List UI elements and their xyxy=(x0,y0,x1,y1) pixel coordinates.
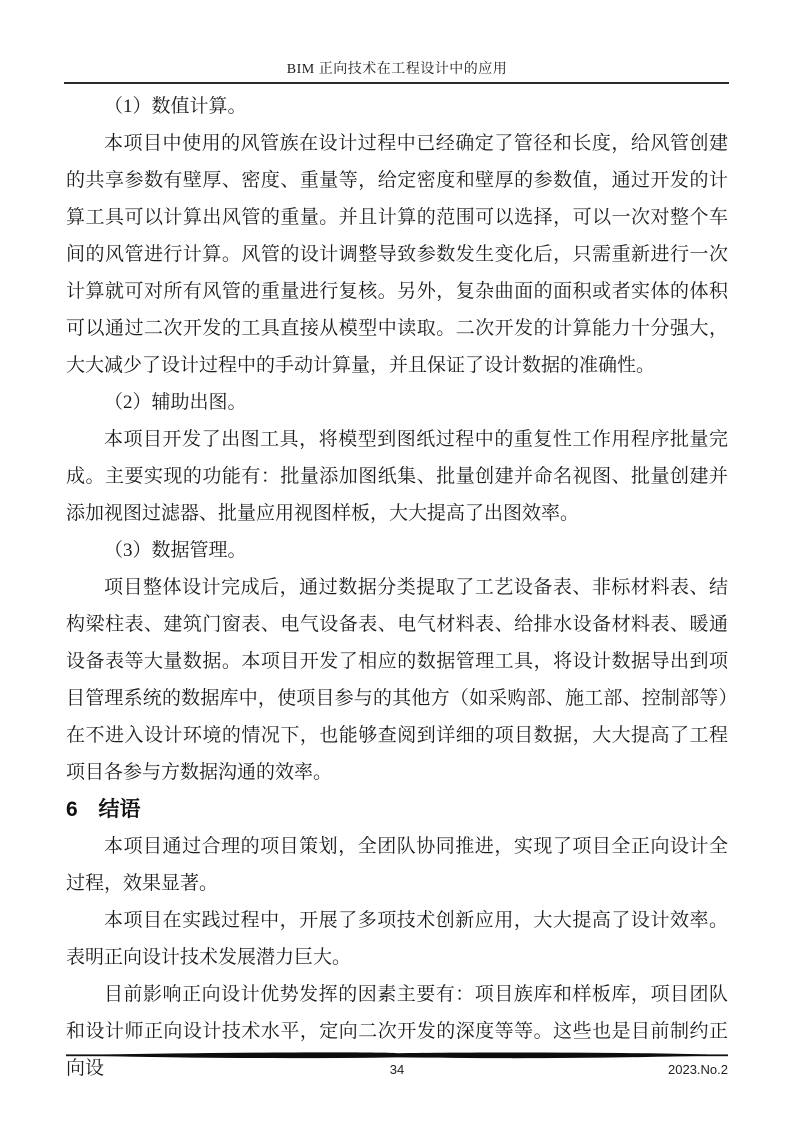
header-rule xyxy=(64,82,729,84)
section-heading-number: 6 xyxy=(66,798,78,821)
page-number: 34 xyxy=(389,1062,405,1077)
body-paragraph-2: 本项目开发了出图工具，将模型到图纸过程中的重复性工作用程序批量完成。主要实现的功能有：批量添加图纸集、批量创建并命名视图、批量创建并添加视图过滤器、批量应用视图样板，大大提高了出图效率。 xyxy=(66,429,728,524)
section-heading xyxy=(66,791,728,828)
body-paragraph-5: 本项目在实践过程中，开展了多项技术创新应用，大大提高了设计效率。表明正向设计技术发展潜力巨大。 xyxy=(66,910,728,968)
body-paragraph-6: 目前影响正向设计优势发挥的因素主要有：项目族库和样板库，项目团队和设计师正向设计技术水平，定向二次开发的深度等等。这些也是目前制约正向设 xyxy=(66,984,728,1079)
body-paragraph-4: 本项目通过合理的项目策划，全团队协同推进，实现了项目全正向设计全过程，效果显著。 xyxy=(66,836,728,894)
footer-rule xyxy=(66,1051,728,1060)
body-paragraph-1: 本项目中使用的风管族在设计过程中已经确定了管径和长度，给风管创建的共享参数有壁厚、密度、重量等，给定密度和壁厚的参数值，通过开发的计算工具可以计算出风管的重量。并且计算的范围可以选择，可以一次对整个车间的风管进行计算。风管的设计调整导致参数发生变化后，只需重新进行一次计算就可对所有风管的重量进行复核。另外，复杂曲面的面积或者实体的体积可以通过二次开发的工具直接从模型中读取。二次开发的计算能力十分强大，大大减少了设计过程中的手动计算量，并且保证了设计数据的准确性。 xyxy=(66,133,728,376)
section-heading-title: 结语 xyxy=(98,798,141,821)
running-header-title: BIM 正向技术在工程设计中的应用 xyxy=(286,62,508,77)
footer-row xyxy=(66,1061,728,1079)
page-footer xyxy=(66,1051,728,1079)
subheading-numeric-1: （1）数值计算。 xyxy=(104,96,247,117)
subheading-numeric-2: （2）辅助出图。 xyxy=(104,392,247,413)
issue-number: 2023.No.2 xyxy=(668,1062,728,1077)
page-body xyxy=(66,88,728,1087)
running-header xyxy=(66,58,728,78)
body-paragraph-3: 项目整体设计完成后，通过数据分类提取了工艺设备表、非标材料表、结构梁柱表、建筑门窗表、电气设备表、电气材料表、给排水设备材料表、暖通设备表等大量数据。本项目开发了相应的数据管理工具，将设计数据导出到项目管理系统的数据库中，使项目参与的其他方（如采购部、施工部、控制部等）在不进入设计环境的情况下，也能够查阅到详细的项目数据，大大提高了工程项目各参与方数据沟通的效率。 xyxy=(66,577,728,783)
subheading-numeric-3: （3）数据管理。 xyxy=(104,540,247,561)
